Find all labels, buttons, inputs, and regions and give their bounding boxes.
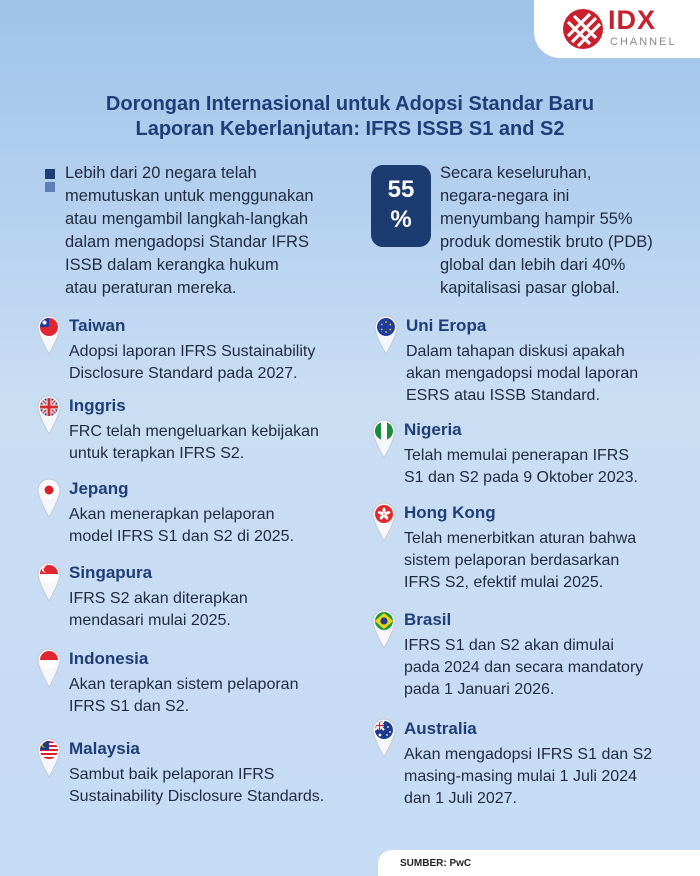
intro-left-line: memutuskan untuk menggunakan bbox=[65, 187, 314, 205]
country-description bbox=[69, 674, 369, 718]
description-line: masing-masing mulai 1 Juli 2024 bbox=[404, 768, 637, 785]
intro-right-line: Secara keseluruhan, bbox=[440, 164, 592, 182]
country-description bbox=[404, 445, 700, 489]
page-title-line-1: Dorongan Internasional untuk Adopsi Standar Baru bbox=[105, 93, 595, 115]
description-line: akan mengadopsi modal laporan bbox=[406, 365, 639, 382]
country-description bbox=[404, 635, 700, 701]
country-name: Jepang bbox=[69, 479, 129, 498]
description-line: untuk terapkan IFRS S2. bbox=[69, 445, 245, 462]
badge-value: 55 bbox=[387, 176, 415, 203]
description-line: IFRS S2 akan diterapkan bbox=[69, 590, 248, 607]
japan-flag-icon bbox=[37, 478, 61, 518]
country-name: Taiwan bbox=[69, 316, 126, 335]
country-description bbox=[69, 588, 369, 632]
eu-flag-icon bbox=[374, 315, 398, 355]
country-description bbox=[404, 744, 700, 810]
description-line: Akan mengadopsi IFRS S1 dan S2 bbox=[404, 746, 653, 763]
description-line: IFRS S1 dan S2 akan dimulai bbox=[404, 637, 614, 654]
intro-right-line: global dan lebih dari 40% bbox=[440, 256, 626, 274]
nigeria-flag-icon bbox=[372, 419, 396, 459]
hongkong-flag-icon bbox=[372, 502, 396, 542]
description-line: Telah memulai penerapan IFRS bbox=[404, 447, 630, 464]
idx-logo-mark-icon bbox=[562, 8, 604, 50]
description-line: sistem pelaporan berdasarkan bbox=[404, 552, 620, 569]
country-description bbox=[406, 341, 700, 407]
description-line: mendasari mulai 2025. bbox=[69, 612, 231, 629]
intro-left-line: atau peraturan mereka. bbox=[65, 279, 237, 297]
description-line: Disclosure Standard pada 2027. bbox=[69, 365, 298, 382]
logo-text: IDX bbox=[608, 5, 657, 35]
description-line: Sustainability Disclosure Standards. bbox=[69, 788, 325, 805]
bullet-icon bbox=[45, 169, 55, 195]
page-title-line-2: Laporan Keberlanjutan: IFRS ISSB S1 and S2 bbox=[135, 118, 565, 140]
source-label: SUMBER: PwC bbox=[378, 850, 700, 876]
country-name: Australia bbox=[404, 719, 477, 738]
malaysia-flag-icon bbox=[37, 738, 61, 778]
uk-flag-icon bbox=[37, 395, 61, 435]
indonesia-flag-icon bbox=[37, 648, 61, 688]
intro-left-text bbox=[65, 162, 365, 300]
country-name: Hong Kong bbox=[404, 503, 496, 522]
intro-right-line: negara-negara ini bbox=[440, 187, 570, 205]
country-name: Indonesia bbox=[69, 649, 149, 668]
intro-left-line: atau mengambil langkah-langkah bbox=[65, 210, 309, 228]
country-description bbox=[69, 421, 369, 465]
description-line: model IFRS S1 dan S2 di 2025. bbox=[69, 528, 295, 545]
description-line: ESRS atau ISSB Standard. bbox=[406, 387, 600, 404]
country-name: Singapura bbox=[69, 563, 153, 582]
country-name: Malaysia bbox=[69, 739, 140, 758]
badge-unit: % bbox=[390, 206, 412, 233]
logo bbox=[534, 0, 700, 58]
description-line: IFRS S2, efektif mulai 2025. bbox=[404, 574, 604, 591]
country-description bbox=[69, 504, 369, 548]
country-description bbox=[69, 764, 389, 808]
description-line: pada 1 Januari 2026. bbox=[404, 681, 555, 698]
description-line: FRC telah mengeluarkan kebijakan bbox=[69, 423, 319, 440]
australia-flag-icon bbox=[372, 718, 396, 758]
country-name: Uni Eropa bbox=[406, 316, 487, 335]
country-name: Brasil bbox=[404, 610, 452, 629]
logo-subtext: CHANNEL bbox=[610, 36, 677, 48]
intro-right-line: produk domestik bruto (PDB) bbox=[440, 233, 653, 251]
description-line: S1 dan S2 pada 9 Oktober 2023. bbox=[404, 469, 638, 486]
singapore-flag-icon bbox=[37, 562, 61, 602]
intro-left-line: Lebih dari 20 negara telah bbox=[65, 164, 257, 182]
intro-right-line: kapitalisasi pasar global. bbox=[440, 279, 620, 297]
intro-left-line: ISSB dalam kerangka hukum bbox=[65, 256, 279, 274]
country-name: Inggris bbox=[69, 396, 126, 415]
description-line: dan 1 Juli 2027. bbox=[404, 790, 517, 807]
description-line: Telah menerbitkan aturan bahwa bbox=[404, 530, 637, 547]
description-line: IFRS S1 dan S2. bbox=[69, 698, 190, 715]
description-line: Sambut baik pelaporan IFRS bbox=[69, 766, 275, 783]
taiwan-flag-icon bbox=[37, 315, 61, 355]
intro-right-line: menyumbang hampir 55% bbox=[440, 210, 633, 228]
brazil-flag-icon bbox=[372, 609, 396, 649]
intro-right-text bbox=[440, 162, 700, 300]
country-description bbox=[404, 528, 700, 594]
country-name: Nigeria bbox=[404, 420, 462, 439]
description-line: Akan terapkan sistem pelaporan bbox=[69, 676, 299, 693]
description-line: pada 2024 dan secara mandatory bbox=[404, 659, 644, 676]
description-line: Akan menerapkan pelaporan bbox=[69, 506, 275, 523]
description-line: Dalam tahapan diskusi apakah bbox=[406, 343, 625, 360]
description-line: Adopsi laporan IFRS Sustainability bbox=[69, 343, 316, 360]
intro-left-line: dalam mengadopsi Standar IFRS bbox=[65, 233, 309, 251]
country-description bbox=[69, 341, 369, 385]
percentage-badge bbox=[371, 165, 431, 247]
